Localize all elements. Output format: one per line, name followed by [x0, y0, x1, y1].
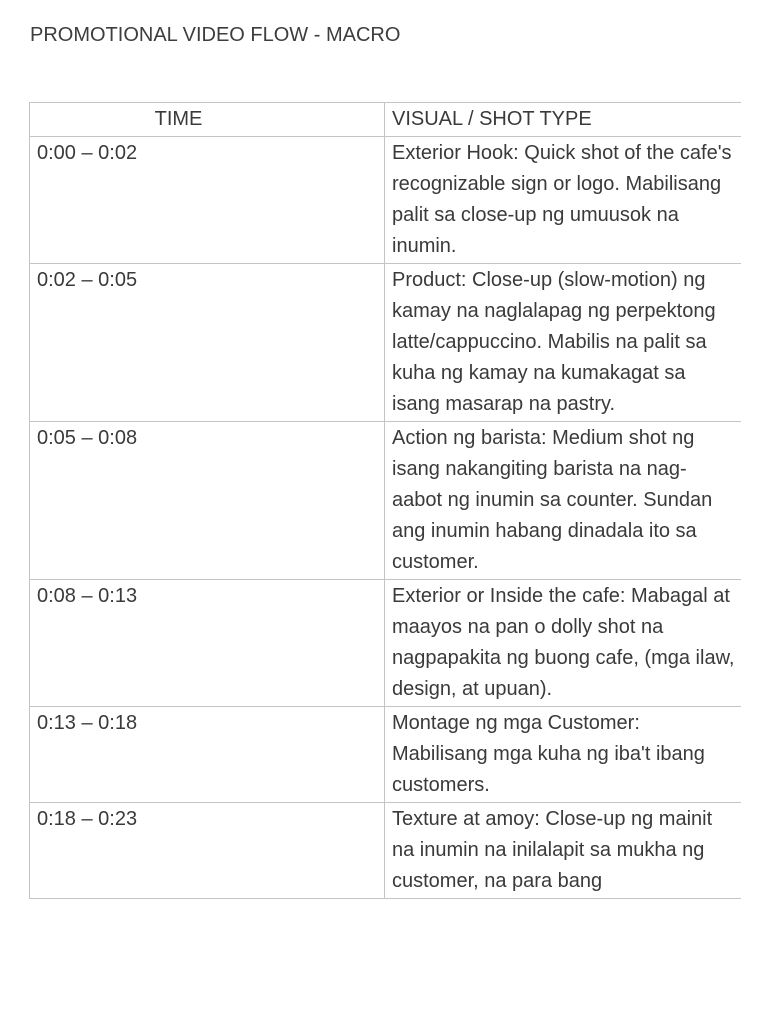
visual-cell: Action ng barista: Medium shot ng isang nakangiting barista na nag-aabot ng inumin sa counter. Sundan ang inumin habang dinadala ito sa customer.	[385, 422, 742, 580]
time-cell: 0:08 – 0:13	[30, 580, 385, 707]
visual-cell: Product: Close-up (slow-motion) ng kamay na naglalapag ng perpektong latte/cappuccino. Mabilis na palit sa kuha ng kamay na kumakagat sa isang masarap na pastry.	[385, 264, 742, 422]
visual-cell: Montage ng mga Customer: Mabilisang mga kuha ng iba't ibang customers.	[385, 707, 742, 803]
visual-cell: Texture at amoy: Close-up ng mainit na inumin na inilalapit sa mukha ng customer, na para bang	[385, 803, 742, 899]
visual-cell: Exterior or Inside the cafe: Mabagal at maayos na pan o dolly shot na nagpapakita ng buong cafe, (mga ilaw, design, at upuan).	[385, 580, 742, 707]
column-header-time: TIME	[30, 103, 385, 137]
table-row	[30, 422, 742, 580]
time-cell: 0:02 – 0:05	[30, 264, 385, 422]
time-cell: 0:13 – 0:18	[30, 707, 385, 803]
table-row	[30, 264, 742, 422]
table-header-row	[30, 103, 742, 137]
time-cell: 0:05 – 0:08	[30, 422, 385, 580]
table-row	[30, 707, 742, 803]
visual-cell: Exterior Hook: Quick shot of the cafe's recognizable sign or logo. Mabilisang palit sa close-up ng umuusok na inumin.	[385, 137, 742, 264]
shot-table-container	[29, 102, 741, 945]
table-row	[30, 803, 742, 899]
table-row	[30, 137, 742, 264]
table-row	[30, 580, 742, 707]
document-title: PROMOTIONAL VIDEO FLOW - MACRO	[30, 24, 401, 46]
time-cell: 0:00 – 0:02	[30, 137, 385, 264]
shot-table	[29, 102, 741, 899]
time-cell: 0:18 – 0:23	[30, 803, 385, 899]
column-header-visual: VISUAL / SHOT TYPE	[385, 103, 742, 137]
